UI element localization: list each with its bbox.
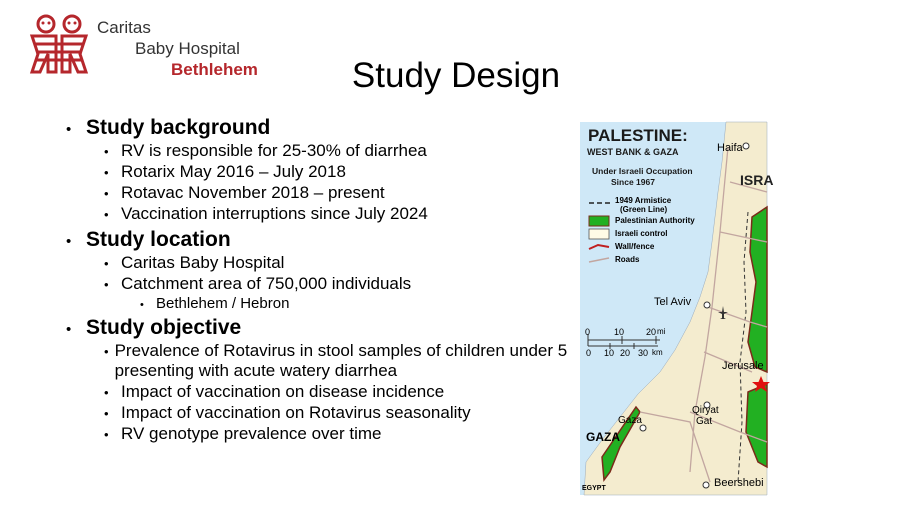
label-qiryat: Qiryat (692, 405, 719, 416)
scale-mi-20: 20 (646, 327, 657, 337)
sub-list-item-text: Bethlehem / Hebron (156, 295, 290, 312)
list-item-text: Prevalence of Rotavirus in stool samples of children under 5 presenting with acute watery diarrhea (114, 341, 568, 380)
list-item (104, 424, 576, 444)
legend-wall: Wall/fence (615, 242, 655, 251)
list-item (104, 341, 576, 381)
list-item (104, 382, 576, 402)
scale-mi-0: 0 (585, 327, 591, 337)
legend-israeli-control: Israeli control (615, 229, 668, 238)
list-item-text: Impact of vaccination on disease incidence (121, 382, 445, 401)
section-heading (66, 116, 576, 140)
section-heading (66, 316, 576, 340)
list-item (104, 162, 576, 182)
list-item-text: RV is responsible for 25-30% of diarrhea (121, 141, 427, 160)
bullet-icon: • (66, 321, 72, 338)
label-haifa: Haifa (717, 142, 743, 154)
bullet-icon: • (104, 406, 109, 421)
list-item (104, 141, 576, 161)
scale-km-10: 10 (604, 348, 615, 358)
scale-km-30: 30 (638, 348, 649, 358)
label-beersheba: Beershebi (714, 477, 764, 489)
bullet-icon: • (140, 299, 144, 311)
list-item-text: Rotarix May 2016 – July 2018 (121, 162, 346, 181)
sub-list-item (140, 295, 576, 312)
bullet-icon: • (66, 121, 72, 138)
bullet-icon: • (104, 207, 109, 222)
bullet-icon: • (104, 186, 109, 201)
list-item-text: Vaccination interruptions since July 2024 (121, 204, 428, 223)
scale-mi-10: 10 (614, 327, 625, 337)
list-item-text: RV genotype prevalence over time (121, 424, 382, 443)
map-occupation-line-2: Since 1967 (611, 177, 655, 187)
bullet-icon: • (104, 277, 109, 292)
label-gat: Gat (696, 416, 713, 427)
label-tel-aviv: Tel Aviv (654, 296, 692, 308)
slide-title: Study Design (351, 56, 561, 95)
legend-pa: Palestinian Authority (615, 216, 695, 225)
scale-km-20: 20 (620, 348, 631, 358)
slide-content (66, 112, 576, 444)
bullet-icon: • (104, 344, 109, 359)
list-item-text: Rotavac November 2018 – present (121, 183, 385, 202)
list-item (104, 204, 576, 224)
bullet-icon: • (104, 165, 109, 180)
list-item-text: Catchment area of 750,000 individuals (121, 274, 412, 293)
list-item (104, 403, 576, 423)
bullet-icon: • (104, 256, 109, 271)
list-item (104, 253, 576, 273)
bullet-icon: • (66, 233, 72, 250)
label-israel: ISRA (740, 172, 774, 188)
scale-mi-unit: mi (657, 327, 666, 336)
scale-km-unit: km (652, 348, 663, 357)
bullet-icon: • (104, 385, 109, 400)
section-heading (66, 228, 576, 252)
map-subtitle: WEST BANK & GAZA (587, 147, 679, 157)
map-title: PALESTINE: (588, 126, 688, 145)
label-jerusalem: Jerusale (722, 360, 764, 372)
list-item (104, 183, 576, 203)
label-egypt: EGYPT (582, 485, 606, 492)
section-heading-text: Study location (86, 228, 231, 251)
label-gaza-city: Gaza (618, 415, 642, 426)
section-heading-text: Study objective (86, 316, 242, 339)
legend-armistice-sub: (Green Line) (620, 205, 668, 214)
scale-km-0: 0 (586, 348, 592, 358)
logo-line-1: Caritas (97, 18, 151, 37)
map-occupation-line-1: Under Israeli Occupation (592, 166, 693, 176)
list-item-text: Caritas Baby Hospital (121, 253, 285, 272)
legend-armistice: 1949 Armistice (615, 196, 672, 205)
logo-line-3: Bethlehem (171, 60, 258, 79)
list-item-text: Impact of vaccination on Rotavirus seasonality (121, 403, 471, 422)
bullet-icon: • (104, 144, 109, 159)
section-heading-text: Study background (86, 116, 271, 139)
palestine-map (580, 122, 774, 495)
label-gaza-region: GAZA (586, 430, 620, 444)
bullet-icon: • (104, 427, 109, 442)
legend-roads: Roads (615, 255, 640, 264)
logo-line-2: Baby Hospital (135, 39, 240, 58)
list-item (104, 274, 576, 294)
